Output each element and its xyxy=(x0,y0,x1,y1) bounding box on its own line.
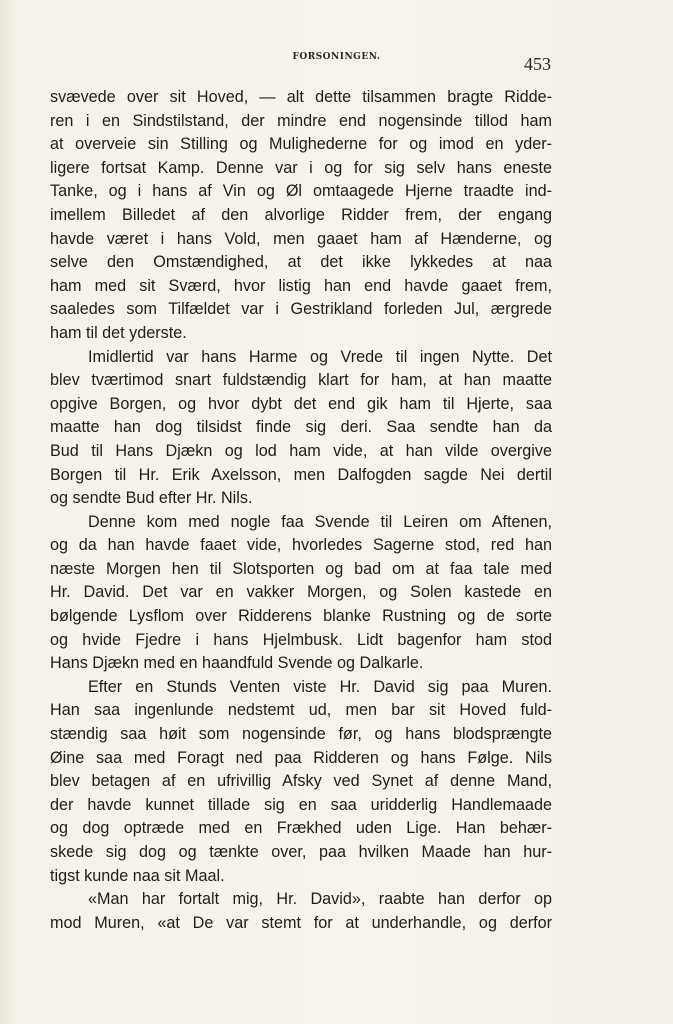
text-line: bølgende Lysflom over Ridderens blanke Rustning og de sorte xyxy=(50,607,552,626)
text-line: Tanke, og i hans af Vin og Øl omtaagede Hjerne traadte ind- xyxy=(50,182,552,201)
text-line: ren i en Sindstilstand, der mindre end nogensinde tillod ham xyxy=(50,111,552,130)
text-line: blev tværtimod snart fuldstændig klart for ham, at han maatte xyxy=(50,371,552,390)
text-line: ligere fortsat Kamp. Denne var i og for sig selv hans eneste xyxy=(50,158,552,177)
text-line: næste Morgen hen til Slotsporten og bad om at faa tale med xyxy=(50,559,552,578)
text-line: blev betagen af en ufrivillig Afsky ved Synet af denne Mand, xyxy=(50,772,552,791)
text-line: og sendte Bud efter Hr. Nils. xyxy=(50,489,253,508)
text-line: svævede over sit Hoved, — alt dette tilsammen bragte Ridde- xyxy=(50,88,552,106)
text-line: Borgen til Hr. Erik Axelsson, men Dalfogden sagde Nei dertil xyxy=(50,465,552,484)
text-line: «Man har fortalt mig, Hr. David», raabte han derfor op xyxy=(88,890,552,909)
text-line: at overveie sin Stilling og Mulighederne for og imod en yder- xyxy=(50,135,552,154)
text-line: og hvide Fjedre i hans Hjelmbusk. Lidt bagenfor ham stod xyxy=(50,630,552,649)
text-line: Øine saa med Foragt ned paa Ridderen og hans Følge. Nils xyxy=(50,748,552,767)
text-line: ham med sit Sværd, hvor listig han end havde gaaet frem, xyxy=(50,276,552,295)
text-line: Efter en Stunds Venten viste Hr. David sig paa Muren. xyxy=(88,677,552,696)
text-line: og dog optræde med en Frækhed uden Lige. Han behær- xyxy=(50,819,552,838)
body-text xyxy=(50,86,552,935)
running-head: FORSONINGEN. xyxy=(292,52,381,62)
text-line: selve den Omstændighed, at det ikke lykkedes at naa xyxy=(50,253,552,272)
text-line: ham til det yderste. xyxy=(50,323,187,342)
text-line: der havde kunnet tillade sig en saa uridderlig Handlemaade xyxy=(50,795,552,814)
text-line: havde været i hans Vold, men gaaet ham af Hænderne, og xyxy=(50,229,552,248)
text-line: Imidlertid var hans Harme og Vrede til ingen Nytte. Det xyxy=(88,347,552,366)
text-line: tigst kunde naa sit Maal. xyxy=(50,866,225,885)
text-line: imellem Billedet af den alvorlige Ridder frem, der engang xyxy=(50,205,552,224)
text-line: maatte han dog tilsidst finde sig deri. Saa sendte han da xyxy=(50,418,552,437)
text-line: Denne kom med nogle faa Svende til Leiren om Aftenen, xyxy=(88,512,552,531)
text-line: Hans Djækn med en haandfuld Svende og Dalkarle. xyxy=(50,654,424,673)
text-line: skede sig dog og tænkte over, paa hvilken Maade han hur- xyxy=(50,843,552,861)
text-line: stændig saa høit som nogensinde før, og hans blodsprængte xyxy=(50,725,552,744)
text-line: opgive Borgen, og hvor dybt det end gik ham til Hjerte, saa xyxy=(50,394,552,413)
page-number: 453 xyxy=(524,54,551,74)
text-line: og da han havde faaet vide, hvorledes Sagerne stod, red han xyxy=(50,536,552,555)
text-line: saaledes som Tilfældet var i Gestrikland forleden Jul, ærgrede xyxy=(50,300,552,319)
text-line: Han saa ingenlunde nedstemt ud, men bar sit Hoved fuld- xyxy=(50,701,552,720)
text-line: Bud til Hans Djækn og lod ham vide, at han vilde overgive xyxy=(50,441,552,460)
text-line: Hr. David. Det var en vakker Morgen, og Solen kastede en xyxy=(50,583,552,602)
text-line: mod Muren, «at De var stemt for at underhandle, og derfor xyxy=(50,913,552,932)
